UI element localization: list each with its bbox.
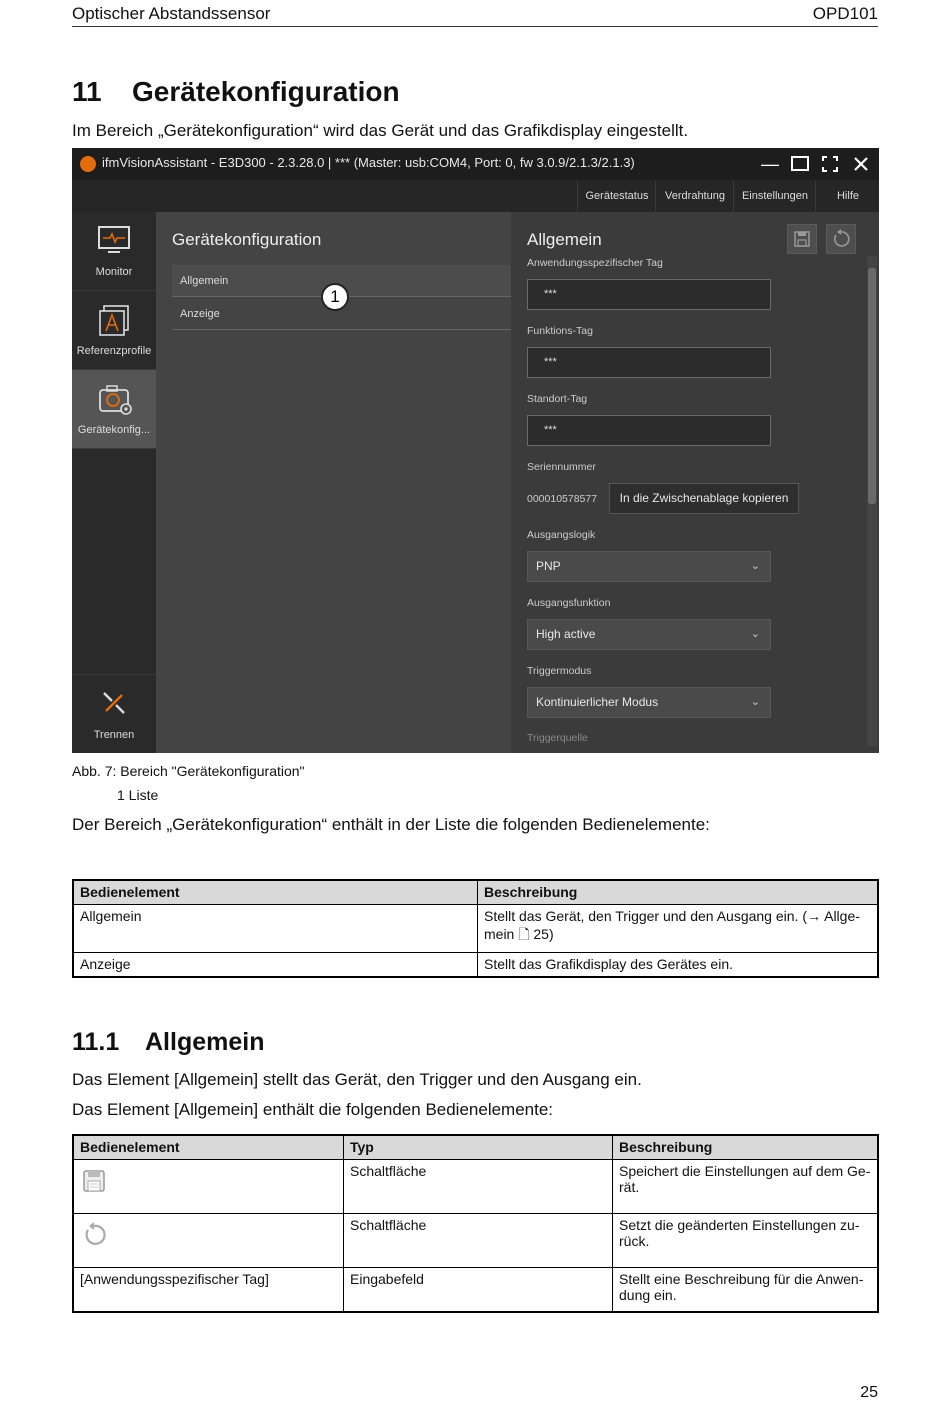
table-cell: Anzeige: [73, 953, 478, 978]
app-screenshot: [72, 148, 879, 753]
sidebar-item-monitor[interactable]: [72, 212, 156, 291]
app-tag-input[interactable]: ***: [527, 279, 771, 310]
chevron-down-icon: ⌄: [750, 696, 760, 708]
table-row: [73, 1214, 878, 1268]
subsection-heading: [72, 1028, 264, 1057]
monitor-icon: [98, 226, 130, 254]
figure-caption: Abb. 7: Bereich "Gerätekonfiguration": [72, 763, 305, 779]
nav-hilfe[interactable]: Hilfe: [815, 180, 879, 212]
output-function-select[interactable]: [527, 619, 771, 650]
top-nav: [72, 180, 879, 212]
copy-to-clipboard-button[interactable]: In die Zwischenablage kopieren: [609, 483, 799, 514]
camera-gear-icon: [98, 384, 134, 416]
controls-table: [72, 879, 879, 978]
nav-einstellungen[interactable]: Einstellungen: [733, 180, 816, 212]
list-item-allgemein[interactable]: Allgemein: [172, 265, 511, 297]
reset-button[interactable]: [826, 224, 856, 254]
table-header: Bedienelement: [73, 880, 478, 905]
nav-geraetestatus[interactable]: Gerätestatus: [577, 180, 656, 212]
settings-panel: [511, 212, 879, 753]
page-number: 25: [860, 1384, 878, 1401]
chevron-down-icon: ⌄: [750, 628, 760, 640]
output-logic-value: PNP: [536, 559, 561, 573]
save-icon: [788, 225, 816, 253]
sidebar-item-trennen[interactable]: [72, 674, 156, 753]
output-function-label: Ausgangsfunktion: [527, 597, 611, 609]
table-header: Typ: [344, 1135, 613, 1160]
sidebar-item-label: Gerätekonfig...: [77, 424, 151, 436]
list-item-anzeige[interactable]: Anzeige: [172, 298, 511, 330]
trigger-source-label: Triggerquelle: [527, 732, 588, 744]
table-cell: [73, 1214, 344, 1268]
table-header: Bedienelement: [73, 1135, 344, 1160]
close-icon[interactable]: [846, 151, 876, 177]
table-cell: Stellt das Grafikdisplay des Gerätes ein.: [478, 953, 879, 978]
trigger-mode-value: Kontinuierlicher Modus: [536, 695, 659, 709]
chevron-down-icon: ⌄: [750, 560, 760, 572]
panel-title: Gerätekonfiguration: [172, 230, 322, 249]
sidebar-item-label: Trennen: [93, 729, 135, 741]
minimize-icon[interactable]: —: [761, 154, 779, 174]
nav-verdrahtung[interactable]: Verdrahtung: [655, 180, 734, 212]
section-intro: Im Bereich „Gerätekonfiguration“ wird das Gerät und das Grafikdisplay eingestellt.: [72, 121, 689, 140]
section-number: 11: [72, 76, 102, 107]
table-cell: Schaltfläche: [344, 1214, 613, 1268]
table-cell: [Anwendungsspezifischer Tag]: [73, 1268, 344, 1313]
func-tag-label: Funktions-Tag: [527, 325, 593, 337]
func-tag-input[interactable]: ***: [527, 347, 771, 378]
section-title: Gerätekonfiguration: [132, 76, 400, 107]
window-titlebar: [72, 148, 879, 180]
subsection-number: 11.1: [72, 1028, 120, 1056]
output-function-value: High active: [536, 627, 596, 641]
table-row: [73, 905, 878, 953]
sidebar-item-label: Referenzprofile: [76, 345, 152, 357]
reset-icon: [827, 225, 855, 253]
running-header-left: Optischer Abstandssensor: [72, 4, 271, 23]
running-header-right: OPD101: [812, 4, 878, 23]
subsection-paragraph-1: Das Element [Allgemein] stellt das Gerät, den Trigger und den Ausgang ein.: [72, 1070, 642, 1089]
maximize-icon[interactable]: [785, 151, 815, 177]
settings-title: Allgemein: [527, 230, 602, 249]
table-cell: Stellt eine Beschreibung für die Anwen- dung ein.: [613, 1268, 879, 1313]
table1-intro: Der Bereich „Gerätekonfiguration“ enthält in der Liste die folgenden Bedienelemente:: [72, 815, 710, 834]
header-rule: [72, 26, 878, 27]
table-cell: Speichert die Einstellungen auf dem Ge- rät.: [613, 1160, 879, 1214]
table-row: [73, 1160, 878, 1214]
app-tag-label: Anwendungsspezifischer Tag: [527, 257, 663, 269]
table-cell: Setzt die geänderten Einstellungen zu- rück.: [613, 1214, 879, 1268]
serial-label: Seriennummer: [527, 461, 596, 473]
scrollbar-thumb[interactable]: [868, 268, 876, 504]
callout-marker: 1: [321, 283, 349, 311]
allgemein-controls-table: [72, 1134, 879, 1313]
serial-value: 000010578577: [527, 493, 598, 505]
reference-profiles-icon: [98, 305, 132, 337]
table-cell: Allgemein: [73, 905, 478, 953]
trigger-mode-label: Triggermodus: [527, 665, 592, 677]
output-logic-label: Ausgangslogik: [527, 529, 596, 541]
subsection-title: Allgemein: [145, 1028, 265, 1056]
reset-icon: [80, 1221, 108, 1249]
sidebar-item-referenzprofile[interactable]: [72, 291, 156, 370]
disconnect-icon: [98, 689, 130, 719]
output-logic-select[interactable]: [527, 551, 771, 582]
loc-tag-label: Standort-Tag: [527, 393, 588, 405]
fullscreen-icon[interactable]: [815, 151, 845, 177]
trigger-mode-select[interactable]: [527, 687, 771, 718]
table-header: Beschreibung: [613, 1135, 879, 1160]
table-cell: Eingabefeld: [344, 1268, 613, 1313]
table-row: [73, 953, 878, 978]
save-icon: [80, 1167, 108, 1195]
table-cell: Stellt das Gerät, den Trigger und den Ausgang ein. (→ Allge- mein 🗋 25): [478, 905, 879, 953]
table-row: [73, 1268, 878, 1313]
loc-tag-input[interactable]: ***: [527, 415, 771, 446]
section-heading: [72, 76, 400, 108]
table-cell: Schaltfläche: [344, 1160, 613, 1214]
app-logo: [80, 156, 96, 172]
save-button[interactable]: [787, 224, 817, 254]
table-cell: [73, 1160, 344, 1214]
sidebar: [72, 212, 156, 753]
figure-legend: 1 Liste: [117, 787, 159, 803]
subsection-paragraph-2: Das Element [Allgemein] enthält die folgenden Bedienelemente:: [72, 1100, 554, 1119]
window-title: ifmVisionAssistant - E3D300 - 2.3.28.0 | *** (Master: usb:COM4, Port: 0, fw 3.0.9/2.1.3/2.1.3): [102, 155, 635, 170]
table-header: Beschreibung: [478, 880, 879, 905]
sidebar-item-label: Monitor: [95, 266, 133, 278]
sidebar-item-geraetekonfig[interactable]: [72, 370, 156, 449]
scrollbar[interactable]: [867, 256, 877, 746]
